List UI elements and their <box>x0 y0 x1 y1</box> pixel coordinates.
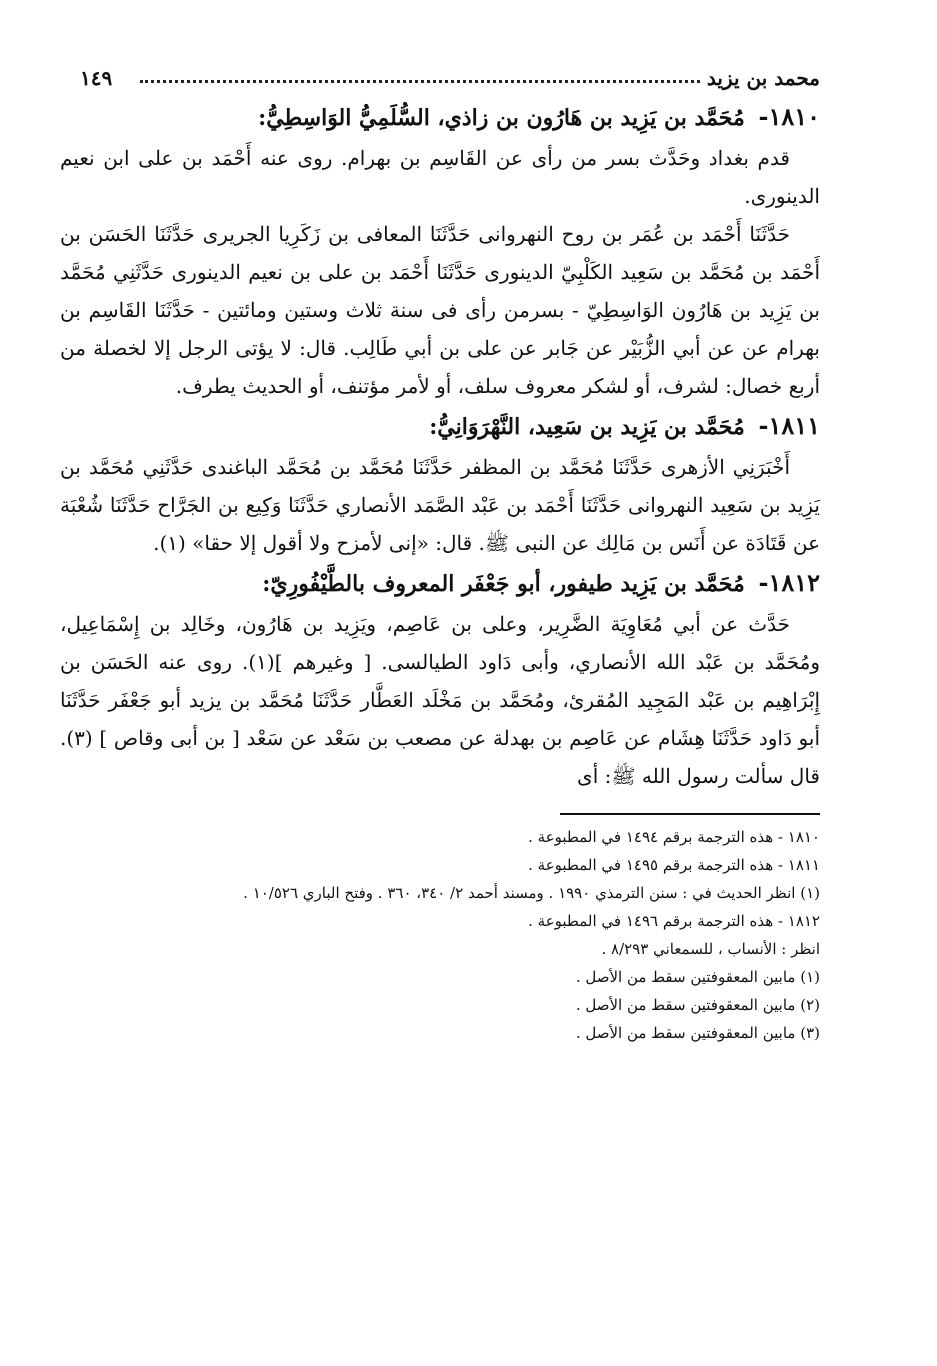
leader-dots <box>140 80 700 83</box>
entry-1810 <box>60 96 820 405</box>
entry-heading <box>60 562 820 605</box>
entry-paragraph: حَدَّث عن أبي مُعَاوِيَة الضَّرِير، وعلى بن عَاصِم، ويَزِيد بن هَارُون، وخَالِد بن إِسْمَاعِيل، ومُحَمَّد بن عَبْد الله الأنصاري، وأبى دَاود الطيالسى. [ وغيرهم ](١). روى عنه الحَسَن بن إِبْرَاهِيم بن عَبْد المَجِيد المُقرئ، ومُحَمَّد بن مَخْلَد العَطَّار حَدَّثَنَا مُحَمَّد بن يزيد أبو جَعْفَر حَدَّثَنَا أبو دَاود حَدَّثَنَا هِشَام عن عَاصِم بن بهدلة عن مصعب بن سَعْد عن سَعْد [ بن أبى وقاص ] (٣). قال سألت رسول الله ﷺ: أى <box>60 612 821 788</box>
footnote-rule <box>560 813 820 815</box>
footnote: ١٨١٢ - هذه الترجمة برقم ١٤٩٦ في المطبوعة . <box>528 912 820 930</box>
book-page <box>60 60 820 1350</box>
running-head-title: محمد بن يزيد <box>706 66 820 90</box>
entry-title: مُحَمَّد بن يَزِيد طيفور، أبو جَعْفَر المعروف بالطَّيْفُورِيّ: <box>262 571 745 597</box>
entry-heading <box>60 96 820 139</box>
running-head <box>60 60 820 96</box>
entry-paragraph: قدم بغداد وحَدَّث بسر من رأى عن القَاسِم بن بهرام. روى عنه أَحْمَد بن على ابن نعيم الدينورى. <box>60 146 820 208</box>
footnote: (٣) مابين المعقوفتين سقط من الأصل . <box>575 1024 820 1042</box>
entry-1812 <box>60 562 820 795</box>
entry-paragraph: أَخْبَرَنِي الأزهرى حَدَّثَنَا مُحَمَّد بن المظفر حَدَّثَنَا مُحَمَّد بن مُحَمَّد الباغندى حَدَّثَنِي مُحَمَّد بن يَزِيد بن سَعِيد النهروانى حَدَّثَنَا أَحْمَد بن عَبْد الصَّمَد الأنصاري حَدَّثَنَا وَكِيع بن الجَرَّاح حَدَّثَنَا شُعْبَة عن قَتَادَة عن أَنَس بن مَالِك عن النبى ﷺ. قال: «إنى لأمزح ولا أقول إلا حقا» (١). <box>60 455 820 555</box>
page-number: ١٤٩ <box>80 66 113 90</box>
entry-number: ١٨١٢- <box>758 568 820 597</box>
entry-paragraph: حَدَّثَنَا أَحْمَد بن عُمَر بن روح النهروانى حَدَّثَنَا المعافى بن زَكَرِيا الجريرى حَدَّثَنَا الحَسَن بن أَحْمَد بن مُحَمَّد بن سَعِيد الكَلْبِيّ الدينورى حَدَّثَنَا أَحْمَد بن على بن نعيم الدينورى حَدَّثَنِي مُحَمَّد بن يَزِيد بن هَارُون الوَاسِطِيّ - بسرمن رأى فى سنة ثلاث وستين ومائتين - حَدَّثَنَا القَاسِم بن بهرام عن عن أبي الزُّبَيْر عن جَابر عن على بن أبي طَالِب. قال: لا يؤتى الرجل إلا لخصلة من أربع خصال: لشرف، أو لشكر معروف سلف، أو لأمر مؤتنف، أو الحديث يطرف. <box>60 222 820 398</box>
footnote: (١) مابين المعقوفتين سقط من الأصل . <box>575 968 820 986</box>
entry-1811 <box>60 405 820 562</box>
entry-title: مُحَمَّد بن يَزِيد بن هَارُون بن زاذي، السُّلَمِيُّ الوَاسِطِيُّ: <box>258 105 745 131</box>
entry-heading <box>60 405 820 448</box>
entry-title: مُحَمَّد بن يَزِيد بن سَعِيد، النَّهْرَوَانِيُّ: <box>429 414 745 440</box>
footnote: ١٨١٠ - هذه الترجمة برقم ١٤٩٤ في المطبوعة . <box>528 828 820 846</box>
entry-number: ١٨١١- <box>758 411 820 440</box>
footnote: (٢) مابين المعقوفتين سقط من الأصل . <box>575 996 820 1014</box>
footnotes <box>60 823 820 1047</box>
footnote: (١) انظر الحديث في : سنن الترمذي ١٩٩٠ . ومسند أحمد ٢/ ٣٤٠، ٣٦٠ . وفتح الباري ١٠/٥٢٦ . <box>243 884 820 902</box>
footnote: انظر : الأنساب ، للسمعاني ٨/٢٩٣ . <box>601 940 820 958</box>
footnote: ١٨١١ - هذه الترجمة برقم ١٤٩٥ في المطبوعة . <box>528 856 820 874</box>
entry-number: ١٨١٠- <box>758 102 820 131</box>
